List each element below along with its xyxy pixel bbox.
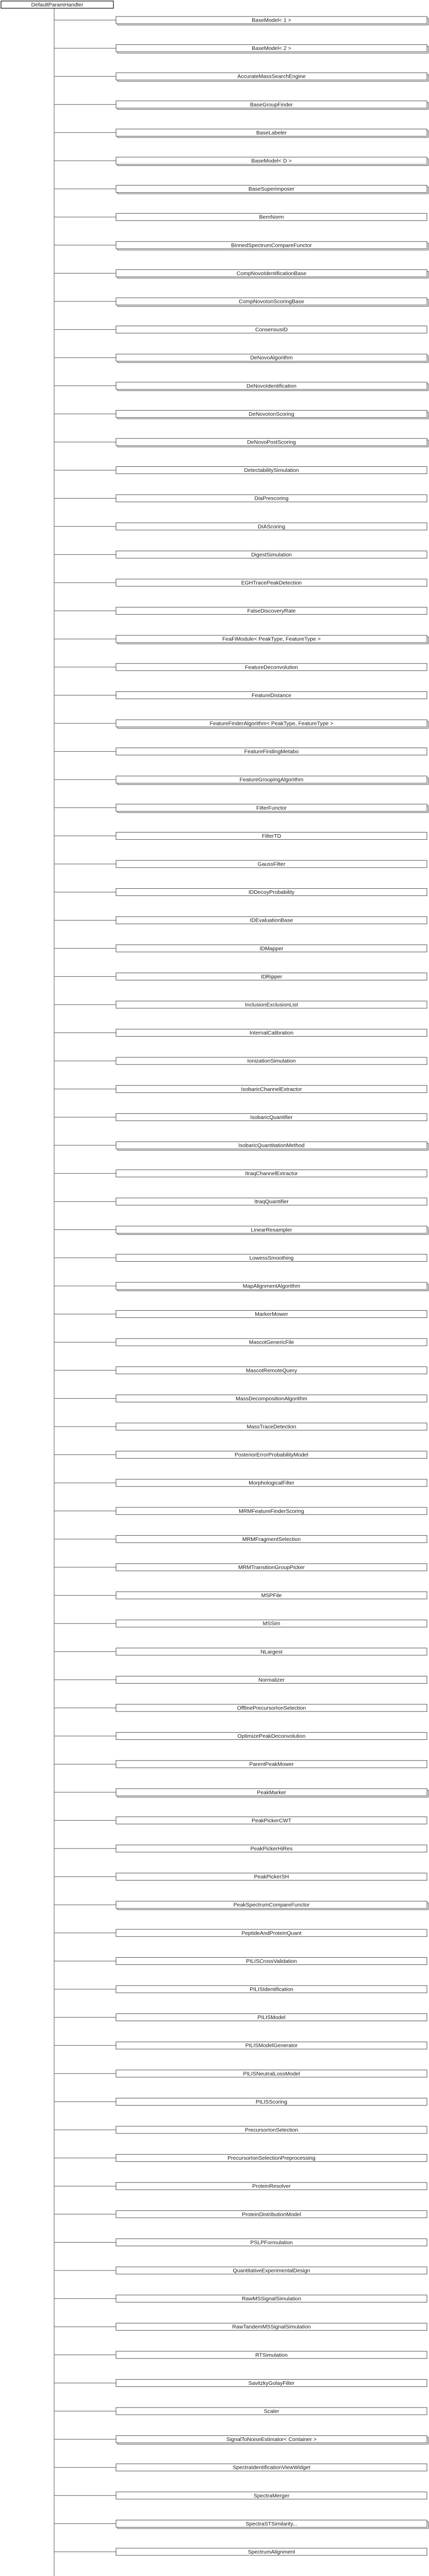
derived-class-label: BaseModel< D >: [251, 158, 292, 164]
derived-class-node[interactable]: [116, 1226, 428, 1235]
derived-class-node[interactable]: [116, 973, 427, 980]
derived-class-label: MassDecompositionAlgorithm: [236, 1395, 307, 1402]
derived-class-node[interactable]: [116, 551, 427, 558]
derived-class-node[interactable]: [116, 889, 427, 896]
derived-class-node[interactable]: [116, 917, 427, 924]
derived-class-label: BaseLabeler: [256, 129, 287, 136]
derived-class-node[interactable]: [116, 1620, 427, 1627]
derived-class-node[interactable]: [116, 1789, 428, 1798]
derived-class-label: GaussFilter: [257, 861, 286, 868]
derived-class-label: FeatureFindingMetabo: [244, 749, 299, 755]
derived-class-label: SpectraSTSimilarity...: [245, 2520, 298, 2527]
derived-class-label: PILISNeutralLossModel: [243, 2071, 300, 2077]
derived-class-label: BaseGroupFinder: [250, 101, 293, 108]
derived-class-label: SavitzkyGolayFilter: [248, 2380, 295, 2386]
derived-class-node[interactable]: [116, 720, 428, 728]
derived-class-label: OfflinePrecursorIonSelection: [237, 1705, 306, 1711]
derived-class-label: MSSim: [262, 1620, 280, 1627]
derived-class-node[interactable]: [116, 1423, 427, 1430]
derived-class-node[interactable]: [116, 2267, 427, 2274]
derived-class-node[interactable]: [116, 242, 428, 250]
derived-class-label: IsobaricQuantifier: [250, 1114, 293, 1121]
derived-class-node[interactable]: [116, 664, 427, 671]
derived-class-label: PrecursorIonSelection: [244, 2127, 299, 2133]
derived-class-label: PeakPickerHiRes: [250, 1845, 293, 1852]
derived-class-label: InclusionExclusionList: [245, 1002, 298, 1008]
derived-class-node[interactable]: [116, 73, 428, 81]
derived-class-label: SignalToNoiseEstimator< Container >: [226, 2436, 317, 2443]
derived-class-label: DeNovoPostScoring: [247, 439, 296, 446]
derived-class-node[interactable]: [116, 2126, 427, 2133]
derived-class-label: QuantitativeExperimentalDesign: [233, 2267, 310, 2274]
derived-class-node[interactable]: [116, 2239, 427, 2246]
derived-class-node[interactable]: [116, 691, 427, 699]
derived-class-node[interactable]: [116, 1451, 427, 1459]
derived-class-label: MascotRemoteQuery: [245, 1367, 298, 1374]
derived-class-node[interactable]: [116, 2520, 428, 2529]
derived-class-label: LinearResampler: [251, 1227, 292, 1233]
derived-class-node[interactable]: [116, 185, 428, 194]
derived-class-label: IonizationSimulation: [247, 1058, 296, 1064]
derived-class-node[interactable]: [116, 16, 428, 25]
derived-class-label: MarkerMower: [255, 1311, 288, 1318]
derived-class-node[interactable]: [116, 410, 428, 419]
derived-class-node[interactable]: [116, 1311, 427, 1318]
derived-class-label: PeakMarker: [257, 1789, 286, 1796]
derived-class-node[interactable]: [116, 2492, 427, 2499]
derived-class-node[interactable]: [116, 1338, 427, 1346]
derived-class-node[interactable]: [116, 269, 428, 278]
derived-class-label: PILISModel: [257, 2014, 286, 2021]
derived-class-node[interactable]: [116, 635, 428, 644]
derived-class-node[interactable]: [116, 1760, 427, 1768]
derived-class-label: Scaler: [263, 2408, 279, 2415]
derived-class-node[interactable]: [116, 2182, 427, 2190]
derived-class-label: PosteriorErrorProbabilityModel: [235, 1452, 308, 1459]
derived-class-label: PSLPFormulation: [250, 2239, 293, 2246]
derived-class-label: DeNovoIdentification: [246, 383, 296, 389]
derived-class-label: Normalizer: [258, 1676, 285, 1683]
derived-class-node[interactable]: [116, 354, 428, 363]
derived-class-node[interactable]: [116, 467, 427, 474]
derived-class-node[interactable]: [116, 2379, 427, 2386]
derived-class-node[interactable]: [116, 1142, 428, 1150]
derived-class-node[interactable]: [116, 2211, 427, 2218]
derived-class-node[interactable]: [116, 748, 427, 755]
derived-class-label: BaseSuperimposer: [248, 186, 295, 193]
derived-class-node[interactable]: [116, 2295, 427, 2302]
derived-class-node[interactable]: [116, 1395, 427, 1402]
derived-class-label: InternalCalibration: [249, 1030, 294, 1037]
derived-class-label: AccurateMassSearchEngine: [237, 73, 306, 80]
derived-class-node[interactable]: [116, 1113, 427, 1121]
derived-class-node[interactable]: [116, 495, 427, 502]
derived-class-node[interactable]: [116, 579, 427, 586]
derived-class-node[interactable]: [116, 1564, 427, 1571]
derived-class-label: DigestSimulation: [251, 551, 292, 558]
derived-class-node[interactable]: [116, 1676, 427, 1683]
derived-class-label: ConsensusID: [255, 327, 288, 333]
derived-class-node[interactable]: [116, 1029, 427, 1037]
derived-class-node[interactable]: [116, 2408, 427, 2415]
root-class-node[interactable]: [1, 1, 113, 8]
derived-class-node[interactable]: [116, 860, 427, 868]
derived-class-label: LowessSmoothing: [249, 1255, 294, 1261]
derived-class-node[interactable]: [116, 1648, 427, 1655]
derived-class-node[interactable]: [116, 2155, 427, 2162]
derived-class-node[interactable]: [116, 438, 428, 447]
derived-class-label: DiaPrescoring: [254, 495, 289, 502]
derived-class-node[interactable]: [116, 298, 428, 307]
derived-class-node[interactable]: [116, 157, 428, 166]
derived-class-label: PILISIdentification: [250, 1986, 293, 1993]
derived-class-label: SpectrumAlignment: [248, 2549, 295, 2555]
derived-class-label: IDRipper: [260, 973, 283, 980]
derived-class-node[interactable]: [116, 2098, 427, 2105]
derived-class-label: BinnedSpectrumCompareFunctor: [231, 242, 312, 249]
derived-class-label: PeptideAndProteinQuant: [241, 1930, 302, 1937]
derived-class-node[interactable]: [116, 1367, 427, 1374]
derived-class-node[interactable]: [116, 1873, 427, 1880]
derived-class-node[interactable]: [116, 1929, 427, 1937]
derived-class-label: IDEvaluationBase: [250, 917, 293, 924]
derived-class-label: ItraqQuantifier: [254, 1198, 289, 1205]
derived-class-label: BernNorm: [259, 214, 284, 221]
derived-class-node[interactable]: [116, 1507, 427, 1515]
derived-class-label: MascotGenericFile: [249, 1339, 294, 1346]
derived-class-label: IsobaricQuantitationMethod: [238, 1142, 305, 1149]
derived-class-node[interactable]: [116, 1817, 427, 1824]
derived-class-node[interactable]: [116, 2070, 427, 2077]
derived-class-node[interactable]: [116, 1845, 427, 1852]
derived-class-label: IDDecoyProbability: [248, 889, 295, 896]
derived-class-label: PeakSpectrumCompareFunctor: [233, 1902, 310, 1908]
derived-class-node[interactable]: [116, 1535, 427, 1543]
derived-class-node[interactable]: [116, 129, 428, 138]
derived-class-label: BaseModel< 2 >: [252, 45, 291, 52]
derived-class-label: FeaFiModule< PeakType, FeatureType >: [222, 636, 321, 642]
derived-class-node[interactable]: [116, 2548, 427, 2555]
derived-class-node[interactable]: [116, 2042, 427, 2049]
derived-class-node[interactable]: [116, 1592, 427, 1599]
derived-class-label: SpectraIdentificationViewWidget: [233, 2464, 310, 2471]
derived-class-label: IsobaricChannelExtractor: [241, 1086, 302, 1093]
derived-class-node[interactable]: [116, 1901, 428, 1910]
derived-class-label: IDMapper: [259, 945, 284, 952]
derived-class-node[interactable]: [116, 607, 427, 615]
derived-class-node[interactable]: [116, 1733, 427, 1740]
derived-class-node[interactable]: [116, 2014, 427, 2021]
derived-class-node[interactable]: [116, 101, 428, 110]
derived-class-label: PILISCrossValidation: [246, 1958, 297, 1964]
derived-class-label: FalseDiscoveryRate: [247, 608, 296, 615]
derived-class-node[interactable]: [116, 1254, 427, 1261]
derived-class-label: CompNovoIdentificationBase: [236, 270, 307, 277]
derived-class-label: ItraqChannelExtractor: [245, 1171, 298, 1177]
derived-class-label: ProteinResolver: [252, 2183, 291, 2190]
derived-class-label: NLargest: [260, 1649, 283, 1655]
derived-class-node[interactable]: [116, 1198, 427, 1205]
derived-class-node[interactable]: [116, 804, 428, 813]
derived-class-label: PeakPickerCWT: [251, 1817, 292, 1824]
derived-class-label: ProteinDistributionModel: [242, 2211, 301, 2218]
derived-class-label: FeatureDistance: [251, 692, 292, 699]
derived-class-node[interactable]: [116, 326, 427, 333]
derived-class-label: MSPFile: [261, 1592, 282, 1599]
derived-class-node[interactable]: [116, 1957, 427, 1964]
derived-class-node[interactable]: [116, 1086, 427, 1093]
derived-class-label: DeNovoAlgorithm: [250, 354, 293, 361]
derived-class-list: [116, 16, 428, 2576]
derived-class-label: RawMSSignalSimulation: [242, 2296, 301, 2302]
derived-class-node[interactable]: [116, 1986, 427, 1993]
derived-class-node[interactable]: [116, 1001, 427, 1008]
derived-class-label: MassTraceDetection: [246, 1423, 296, 1430]
derived-class-node[interactable]: [116, 1282, 428, 1291]
derived-class-label: FeatureDeconvolution: [245, 664, 298, 671]
derived-class-label: MRMFeatureFinderScoring: [239, 1508, 304, 1515]
derived-class-node[interactable]: [116, 2436, 428, 2445]
derived-class-node[interactable]: [116, 1057, 427, 1064]
derived-class-node[interactable]: [116, 2351, 427, 2359]
derived-class-label: MapAlignmentAlgorithm: [242, 1283, 301, 1290]
derived-class-label: CompNovoIonScoringBase: [239, 298, 304, 305]
derived-class-label: DetectabilitySimulation: [244, 467, 299, 474]
derived-class-label: PILISModelGenerator: [245, 2042, 298, 2049]
derived-class-label: MRMTransitionGroupPicker: [238, 1564, 305, 1571]
derived-class-label: EGHTracePeakDetection: [241, 580, 302, 586]
derived-class-label: FeatureFinderAlgorithm< PeakType, FeatureType >: [209, 720, 334, 727]
derived-class-node[interactable]: [116, 1479, 427, 1486]
derived-class-node[interactable]: [116, 1170, 427, 1177]
derived-class-label: MRMFragmentSelection: [242, 1536, 301, 1543]
derived-class-label: FilterTD: [261, 833, 282, 839]
derived-class-node[interactable]: [116, 523, 427, 530]
derived-class-label: MorphologicalFilter: [249, 1480, 294, 1486]
inheritance-edges: [54, 8, 116, 2576]
derived-class-label: PrecursorIonSelectionPreprocessing: [227, 2155, 316, 2162]
derived-class-node[interactable]: [116, 213, 427, 221]
derived-class-label: FilterFunctor: [256, 805, 287, 811]
derived-class-node[interactable]: [116, 45, 428, 54]
derived-class-node[interactable]: [116, 945, 427, 952]
derived-class-label: RawTandemMSSignalSimulation: [232, 2324, 311, 2330]
derived-class-label: FeatureGroupingAlgorithm: [239, 776, 304, 783]
derived-class-node[interactable]: [116, 1704, 427, 1711]
derived-class-node[interactable]: [116, 2323, 427, 2330]
derived-class-label: RTSimulation: [255, 2352, 288, 2359]
derived-class-label: SpectraMerger: [253, 2493, 290, 2499]
derived-class-node[interactable]: [116, 776, 428, 785]
derived-class-node[interactable]: [116, 382, 428, 391]
derived-class-label: BaseModel< 1 >: [252, 17, 291, 24]
derived-class-node[interactable]: [116, 832, 427, 839]
derived-class-label: DeNovoIonScoring: [249, 411, 294, 417]
root-class-label: DefaultParamHandler: [31, 2, 84, 8]
derived-class-label: PeakPickerSH: [254, 1874, 289, 1880]
derived-class-label: OptimizePeakDeconvolution: [237, 1733, 306, 1740]
derived-class-label: DIAScoring: [257, 523, 286, 530]
derived-class-label: ParentPeakMower: [249, 1761, 294, 1768]
derived-class-label: PILISScoring: [255, 2098, 288, 2105]
derived-class-node[interactable]: [116, 2464, 427, 2471]
